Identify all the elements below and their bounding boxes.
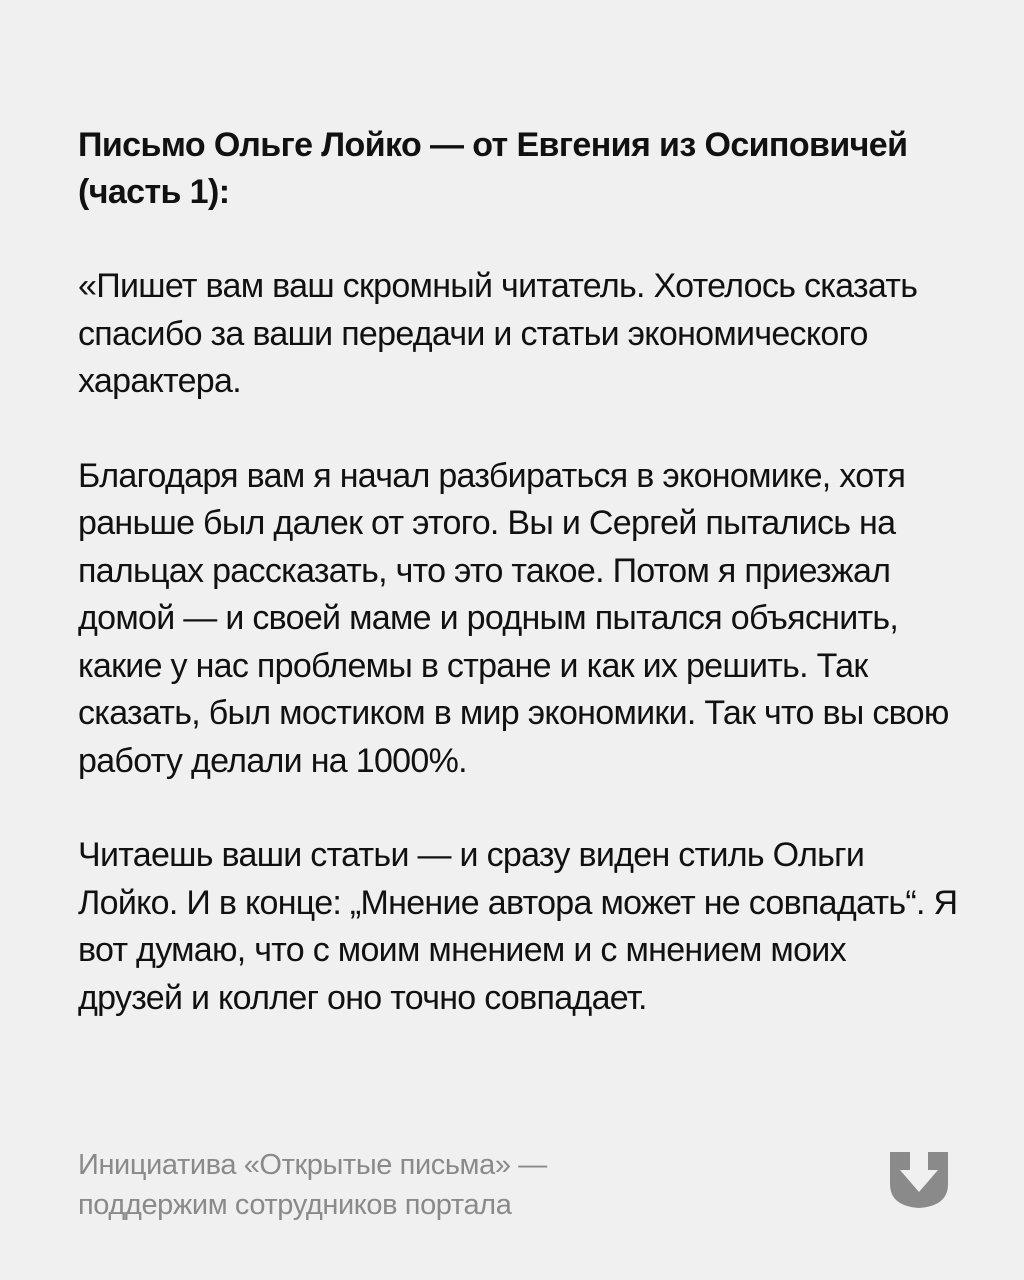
letter-paragraph-3: Читаешь ваши статьи — и сразу виден стиль Ольги Лойко. И в конце: „Мнение автора может не совпадать“. Я вот думаю, что с моим мнением и с мнением моих друзей и коллег оно точно совпадает. bbox=[78, 836, 958, 1017]
letter-paragraph-2: Благодаря вам я начал разбираться в экономике, хотя раньше был далек от этого. Вы и Сергей пытались на пальцах рассказать, что это такое. Потом я приезжал домой — и своей маме и родным пытался объяснить, какие у нас проблемы в стране и как их решить. Так сказать, был мостиком в мир экономики. Так что вы свою работу делали на 1000%. bbox=[78, 456, 949, 780]
footer-line-2: поддержим сотрудников портала bbox=[78, 1189, 512, 1221]
down-arrow-shield-icon bbox=[888, 1148, 950, 1210]
letter-paragraph-1: «Пишет вам ваш скромный читатель. Хотелось сказать спасибо за ваши передачи и статьи экономического характера. bbox=[78, 267, 918, 400]
letter-title: Письмо Ольге Лойко — от Евгения из Осиповичей (часть 1): bbox=[78, 126, 908, 211]
footer-line-1: Инициатива «Открытые письма» — bbox=[78, 1149, 547, 1181]
footer-caption bbox=[78, 1145, 778, 1225]
letter-card bbox=[78, 122, 958, 1022]
